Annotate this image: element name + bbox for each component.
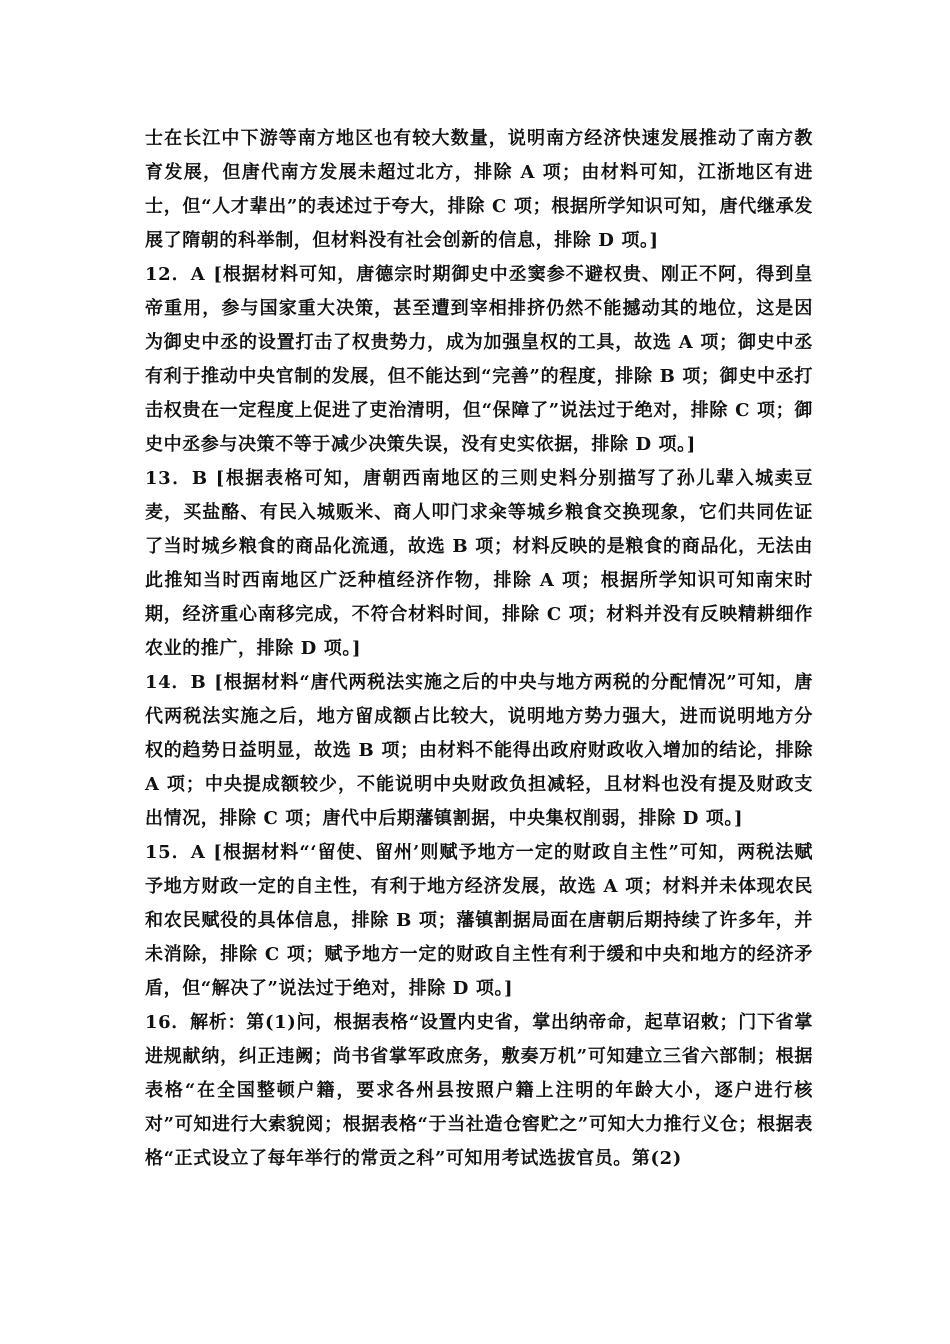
question-number: 15．	[145, 842, 191, 863]
paragraph-q14	[145, 666, 813, 836]
question-number: 13．	[145, 468, 192, 489]
answer-explanations	[145, 122, 813, 1176]
paragraph-text: [根据材料可知，唐德宗时期御史中丞窦参不避权贵、刚正不阿，得到皇帝重用，参与国家重大决策，甚至遭到宰相排挤仍然不能撼动其的地位，这是因为御史中丞的设置打击了权贵势力，成为加强皇权的工具，故选 A 项；御史中丞有利于推动中央官制的发展，但不能达到“完善”的程度，排除 B 项；御史中丞打击权贵在一定程度上促进了吏治清明，但“保障了”说法过于绝对，排除 C 项；御史中丞参与决策不等于减少决策失误，没有史实依据，排除 D 项。]	[145, 264, 813, 455]
paragraph-q15	[145, 836, 813, 1006]
paragraph-text: [根据表格可知，唐朝西南地区的三则史料分别描写了孙儿辈入城卖豆麦，买盐酪、有民入城贩米、商人叩门求籴等城乡粮食交换现象，它们共同佐证了当时城乡粮食的商品化流通，故选 B 项；材料反映的是粮食的商品化，无法由此推知当时西南地区广泛种植经济作物，排除 A 项；根据所学知识可知南宋时期，经济重心南移完成，不符合材料时间，排除 C 项；材料并没有反映精耕细作农业的推广，排除 D 项。]	[145, 468, 813, 659]
paragraph-q12	[145, 258, 813, 462]
answer-letter: B	[190, 672, 207, 693]
paragraph-text: 士在长江中下游等南方地区也有较大数量，说明南方经济快速发展推动了南方教育发展，但唐代南方发展未超过北方，排除 A 项；由材料可知，江浙地区有进士，但“人才辈出”的表述过于夸大，排除 C 项；根据所学知识可知，唐代继承发展了隋朝的科举制，但材料没有社会创新的信息，排除 D 项。]	[145, 128, 813, 251]
paragraph-q11-continuation	[145, 122, 813, 258]
paragraph-text: 第(1)问，根据表格“设置内史省，掌出纳帝命，起草诏敕；门下省掌进规献纳，纠正违阙；尚书省掌军政庶务，敷奏万机”可知建立三省六部制；根据表格“在全国整顿户籍，要求各州县按照户籍上注明的年龄大小，逐户进行核对”可知进行大索貌阅；根据表格“于当社造仓窖贮之”可知大力推行义仓；根据表格“正式设立了每年举行的常贡之科”可知用考试选拔官员。第(2)	[145, 1012, 813, 1169]
question-number: 14．	[145, 672, 191, 693]
question-number: 12．	[145, 264, 191, 285]
analysis-label: 解析：	[190, 1012, 247, 1033]
answer-letter: A	[190, 264, 206, 285]
paragraph-text: [根据材料“唐代两税法实施之后的中央与地方两税的分配情况”可知，唐代两税法实施之后，地方留成额占比较大，说明地方势力强大，进而说明地方分权的趋势日益明显，故选 B 项；由材料不能得出政府财政收入增加的结论，排除 A 项；中央提成额较少，不能说明中央财政负担减轻，且材料也没有提及财政支出情况，排除 C 项；唐代中后期藩镇割据，中央集权削弱，排除 D 项。]	[145, 672, 813, 829]
paragraph-text: [根据材料“‘留使、留州’则赋予地方一定的财政自主性”可知，两税法赋予地方财政一定的自主性，有利于地方经济发展，故选 A 项；材料并未体现农民和农民赋役的具体信息，排除 B 项；藩镇割据局面在唐朝后期持续了许多年，并未消除，排除 C 项；赋予地方一定的财政自主性有利于缓和中央和地方的经济矛盾，但“解决了”说法过于绝对，排除 D 项。]	[145, 842, 814, 999]
paragraph-q13	[145, 462, 813, 666]
answer-letter: B	[191, 468, 208, 489]
question-number: 16．	[145, 1012, 191, 1033]
paragraph-q16	[145, 1006, 813, 1176]
answer-letter: A	[190, 842, 206, 863]
